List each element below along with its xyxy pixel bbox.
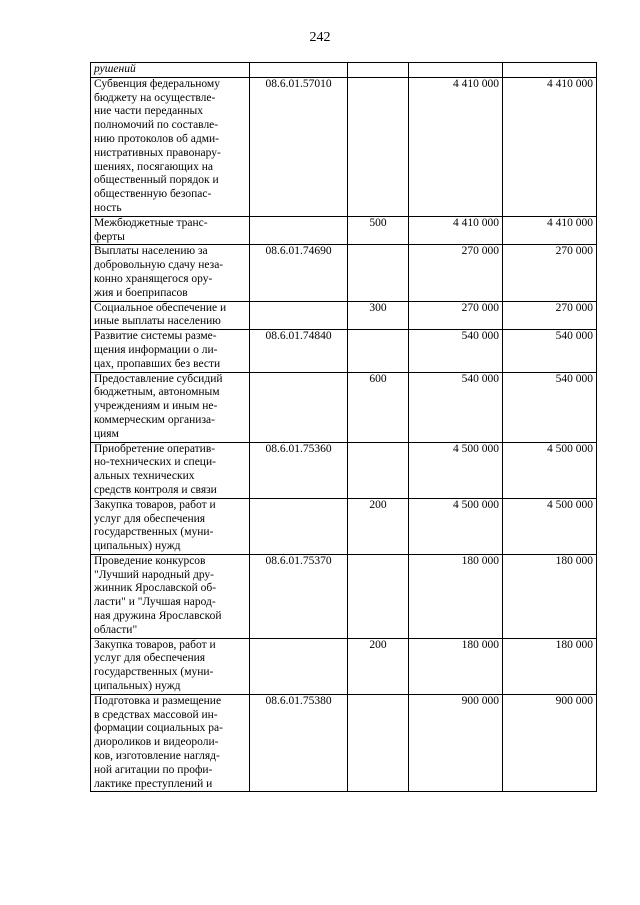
- amount-cell-1: 4 500 000: [409, 498, 503, 554]
- target-code-cell: 08.6.01.75380: [250, 694, 348, 792]
- item-name-cell: Приобретение оператив- но-технических и специ- альных технических средств контроля и связи: [91, 442, 250, 498]
- item-name-cell: Закупка товаров, работ и услуг для обеспечения государственных (муни- ципальных) нужд: [91, 498, 250, 554]
- target-code-cell: [250, 301, 348, 330]
- expense-type-cell: [348, 245, 409, 301]
- amount-cell-2: 4 500 000: [503, 498, 597, 554]
- amount-cell-2: 270 000: [503, 301, 597, 330]
- target-code-cell: [250, 638, 348, 694]
- amount-cell-1: 4 410 000: [409, 77, 503, 216]
- table-row: [91, 301, 597, 330]
- amount-cell-2: [503, 63, 597, 78]
- amount-cell-1: [409, 63, 503, 78]
- target-code-cell: [250, 498, 348, 554]
- target-code-cell: 08.6.01.74840: [250, 330, 348, 372]
- item-name-cell: Субвенция федеральному бюджету на осуществле- ние части переданных полномочий по составле- нию протоколов об адми- нистративных правонару- шениях, посягающих на общественный порядок и общественную безопас- ность: [91, 77, 250, 216]
- amount-cell-1: 180 000: [409, 554, 503, 638]
- table-row: [91, 372, 597, 442]
- amount-cell-1: 900 000: [409, 694, 503, 792]
- table-row: [91, 442, 597, 498]
- table-row: [91, 77, 597, 216]
- expense-type-cell: [348, 554, 409, 638]
- amount-cell-2: 180 000: [503, 638, 597, 694]
- amount-cell-1: 180 000: [409, 638, 503, 694]
- expense-type-cell: [348, 694, 409, 792]
- item-name-cell: Выплаты населению за добровольную сдачу неза- конно хранящегося ору- жия и боеприпасов: [91, 245, 250, 301]
- item-name-cell: Проведение конкурсов "Лучший народный дру- жинник Ярославской об- ласти" и "Лучшая народ- ная дружина Ярославской области": [91, 554, 250, 638]
- target-code-cell: 08.6.01.75360: [250, 442, 348, 498]
- table-row: [91, 330, 597, 372]
- target-code-cell: 08.6.01.75370: [250, 554, 348, 638]
- amount-cell-2: 540 000: [503, 372, 597, 442]
- amount-cell-2: 180 000: [503, 554, 597, 638]
- page-number: 242: [309, 30, 331, 45]
- expense-type-cell: 200: [348, 638, 409, 694]
- amount-cell-1: 4 410 000: [409, 216, 503, 245]
- expense-type-cell: 500: [348, 216, 409, 245]
- amount-cell-2: 4 410 000: [503, 77, 597, 216]
- item-name-cell: Предоставление субсидий бюджетным, автономным учреждениям и иным не- коммерческим организа- циям: [91, 372, 250, 442]
- amount-cell-2: 900 000: [503, 694, 597, 792]
- table-row: [91, 638, 597, 694]
- amount-cell-1: 540 000: [409, 372, 503, 442]
- item-name-cell: Закупка товаров, работ и услуг для обеспечения государственных (муни- ципальных) нужд: [91, 638, 250, 694]
- table-row: [91, 216, 597, 245]
- budget-table: [90, 62, 597, 792]
- amount-cell-1: 270 000: [409, 301, 503, 330]
- amount-cell-1: 270 000: [409, 245, 503, 301]
- amount-cell-2: 4 500 000: [503, 442, 597, 498]
- expense-type-cell: [348, 442, 409, 498]
- expense-type-cell: 300: [348, 301, 409, 330]
- amount-cell-2: 540 000: [503, 330, 597, 372]
- expense-type-cell: [348, 330, 409, 372]
- target-code-cell: 08.6.01.57010: [250, 77, 348, 216]
- table-row: [91, 63, 597, 78]
- expense-type-cell: 600: [348, 372, 409, 442]
- amount-cell-2: 270 000: [503, 245, 597, 301]
- expense-type-cell: 200: [348, 498, 409, 554]
- item-name-cell: Социальное обеспечение и иные выплаты населению: [91, 301, 250, 330]
- target-code-cell: [250, 63, 348, 78]
- item-name-cell: рушений: [91, 63, 250, 78]
- amount-cell-1: 4 500 000: [409, 442, 503, 498]
- item-name-cell: Подготовка и размещение в средствах массовой ин- формации социальных ра- диороликов и видеороли- ков, изготовление нагляд- ной агитации по профи- лактике преступлений и: [91, 694, 250, 792]
- table-row: [91, 498, 597, 554]
- table-row: [91, 694, 597, 792]
- target-code-cell: 08.6.01.74690: [250, 245, 348, 301]
- expense-type-cell: [348, 63, 409, 78]
- amount-cell-2: 4 410 000: [503, 216, 597, 245]
- amount-cell-1: 540 000: [409, 330, 503, 372]
- item-name-cell: Межбюджетные транс- ферты: [91, 216, 250, 245]
- target-code-cell: [250, 216, 348, 245]
- table-row: [91, 245, 597, 301]
- expense-type-cell: [348, 77, 409, 216]
- target-code-cell: [250, 372, 348, 442]
- item-name-cell: Развитие системы разме- щения информации о ли- цах, пропавших без вести: [91, 330, 250, 372]
- table-row: [91, 554, 597, 638]
